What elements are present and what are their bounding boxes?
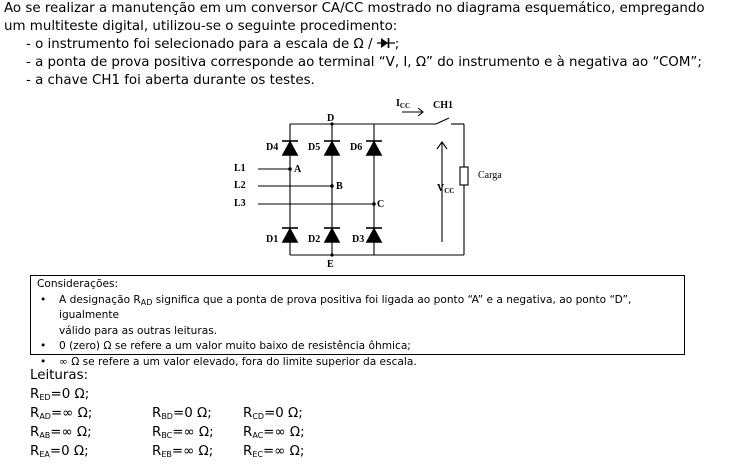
step-1-suffix: ; xyxy=(394,37,400,52)
diode-d4 xyxy=(283,142,297,155)
step-3: - a chave CH1 foi aberta durante os testes. xyxy=(26,73,315,88)
diode-d2 xyxy=(325,229,339,242)
label-d1: D1 xyxy=(266,234,279,245)
question-intro xyxy=(4,0,729,90)
readings-row-4 xyxy=(30,442,305,461)
label-l3: L3 xyxy=(234,198,246,209)
step-1-text: - o instrumento foi selecionado para a escala de Ω / xyxy=(26,37,377,52)
label-vcc: $V_{CC}$ xyxy=(437,183,455,195)
reading-ea: $R_{EA}=0$ Ω; xyxy=(30,444,89,459)
readings-title: Leituras: xyxy=(30,368,89,383)
readings-row-1 xyxy=(30,385,88,404)
label-l2: L2 xyxy=(234,180,246,191)
reading-cd: $R_{CD}=0$ Ω; xyxy=(243,406,303,421)
reading-ab: $R_{AB}=\infty$ Ω; xyxy=(30,425,92,440)
consideration-item-1-cont: válido para as outras leituras. xyxy=(59,324,218,337)
label-carga: Carga xyxy=(478,170,502,181)
label-node-c: C xyxy=(377,199,385,210)
diode-d1 xyxy=(283,229,297,242)
readings-row-2 xyxy=(30,404,303,423)
label-d5: D5 xyxy=(308,142,321,153)
diode-symbol-icon xyxy=(377,37,395,49)
label-ch1: CH1 xyxy=(433,100,453,111)
diode-d3 xyxy=(367,229,381,242)
label-icc: $I_{CC}$ xyxy=(396,98,411,110)
step-1 xyxy=(26,36,729,54)
converter-circuit-diagram xyxy=(228,94,518,270)
consideration-item-1: • A designação $R_{AD}$ significa que a ponta de prova positiva foi ligada ao ponto “A” e a negativa, ao ponto “D”, igualmente xyxy=(37,293,678,324)
label-node-d: D xyxy=(327,113,335,124)
readings-row-3 xyxy=(30,423,305,442)
label-d2: D2 xyxy=(308,234,321,245)
reading-ed: $R_{ED}=0$ Ω; xyxy=(30,387,90,402)
reading-bc: $R_{BC}=\infty$ Ω; xyxy=(152,425,214,440)
step-2: - a ponta de prova positiva corresponde ao terminal “V, I, Ω” do instrumento e à negativa ao “COM”; xyxy=(26,55,702,70)
reading-ec: $R_{EC}=\infty$ Ω; xyxy=(243,444,305,459)
diode-d5 xyxy=(325,142,339,155)
label-node-e: E xyxy=(327,259,334,270)
label-d3: D3 xyxy=(352,234,365,245)
considerations-box xyxy=(30,275,685,368)
intro-paragraph: Ao se realizar a manutenção em um conversor CA/CC mostrado no diagrama esquemático, empregando um multiteste digital, utilizou-se o seguinte procedimento: xyxy=(4,1,705,34)
consideration-item-3: • ∞ Ω se refere a um valor elevado, fora do limite superior da escala. xyxy=(37,355,678,371)
label-l1: L1 xyxy=(234,163,246,174)
label-node-a: A xyxy=(294,164,302,175)
readings-section xyxy=(30,366,305,461)
diode-d6 xyxy=(367,142,381,155)
considerations-title: Considerações: xyxy=(37,278,119,290)
label-d4: D4 xyxy=(266,142,279,153)
consideration-item-2: • 0 (zero) Ω se refere a um valor muito baixo de resistência ôhmica; xyxy=(37,339,678,355)
reading-eb: $R_{EB}=\infty$ Ω; xyxy=(152,444,214,459)
reading-ad: $R_{AD}=\infty$ Ω; xyxy=(30,406,93,421)
label-d6: D6 xyxy=(350,142,363,153)
reading-bd: $R_{BD}=0$ Ω; xyxy=(152,406,212,421)
reading-ac: $R_{AC}=\infty$ Ω; xyxy=(243,425,305,440)
label-node-b: B xyxy=(336,181,343,192)
